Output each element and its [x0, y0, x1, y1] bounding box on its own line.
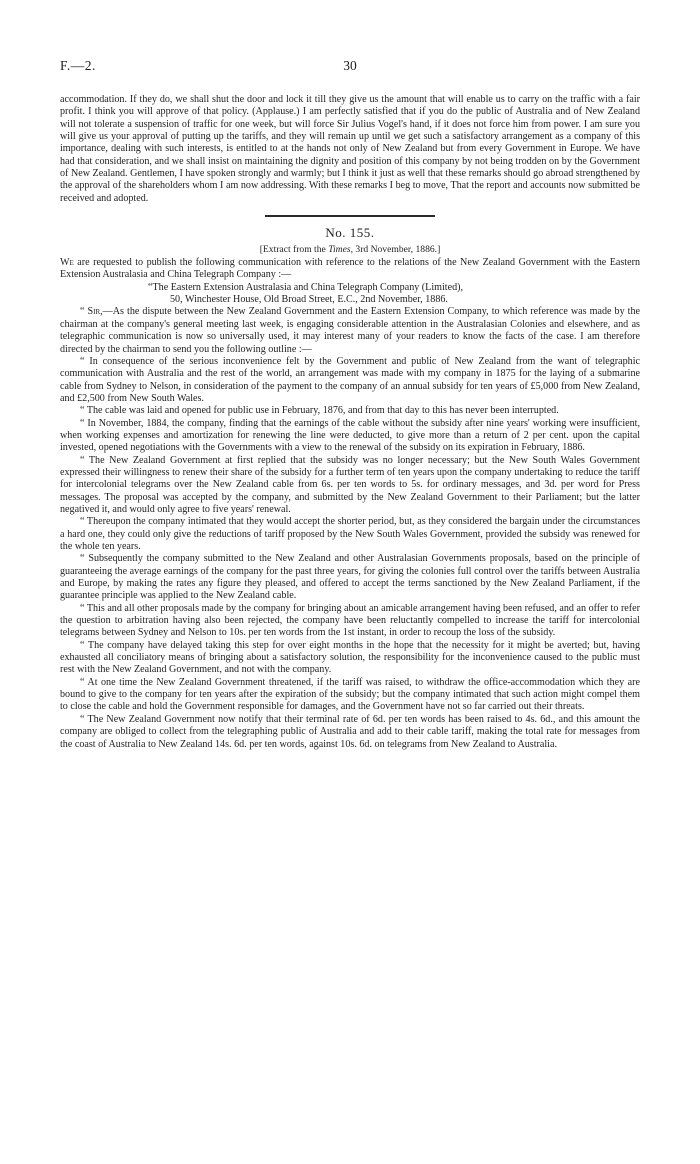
- extract-source: Times: [328, 244, 351, 256]
- letter-paragraph-2: “ The cable was laid and opened for public use in February, 1876, and from that day to this has never been interrupted.: [80, 405, 559, 417]
- letter-paragraph-4: “ The New Zealand Government at first replied that the subsidy was no longer necessary; but the New South Wales Government expressed their willingness to renew their share of the subsidy for a further term of ten years upon the company undertaking to reduce the tariff for intercolonial telegrams over the New Zealand cable from 6s. per ten words to 5s. for ordinary messages, and 3d. per word for Press messages. The proposal was accepted by the company, and submitted by the New Zealand Government to their Parliament; but the latter negatived it, and would only agree to five years' renewal.: [60, 454, 640, 515]
- page-header: [60, 58, 640, 78]
- letter-paragraph-10: “ The New Zealand Government now notify that their terminal rate of 6d. per ten words has been raised to 4s. 6d., and this amount the company are obliged to collect from the telegraphing public of Australia and add to their cable tariff, making the total rate for messages from the coast of Australia to New Zealand 14s. 6d. per ten words, against 10s. 6d. on telegrams from New Zealand to Australia.: [60, 713, 640, 750]
- letter-paragraph-3: “ In November, 1884, the company, finding that the earnings of the cable without the subsidy after nine years' working were insufficient, when working expenses and amortization for renewing the line were deducted, to give more than a return of 2 per cent. upon the capital invested, opened negotiations with the Governments with a view to the renewal of the subsidy on its expiration in February, 1886.: [60, 417, 640, 454]
- letter-paragraph-7: “ This and all other proposals made by the company for bringing about an amicable arrangement having been refused, and an offer to refer the question to arbitration having also been rejected, the company have been reluctantly compelled to increase the tariff for intercolonial telegrams between Sydney and Nelson to 10s. per ten words from the 1st instant, in order to recoup the loss of the subsidy.: [60, 602, 640, 639]
- section-divider: [265, 215, 435, 217]
- salutation: “ Sir,: [80, 306, 103, 318]
- document-page: [60, 58, 640, 751]
- letter-paragraph-8: “ The company have delayed taking this step for over eight months in the hope that the necessity for it might be averted; but, having exhausted all conciliatory means of bringing about a satisfactory solution, the responsibility for the inconvenience caused to the public must rest with the New Zealand Government, and not with the company.: [60, 639, 640, 676]
- document-number: No. 155.: [325, 225, 375, 241]
- intro-paragraph: We are requested to publish the following communication with reference to the relations of the New Zealand Government with the Eastern Extension Australasia and China Telegraph Company :—: [60, 257, 640, 281]
- letter-salutation-paragraph: “ Sir,—As the dispute between the New Zealand Government and the Eastern Extension Company, to which reference was made by the chairman at the company's general meeting last week, is engaging considerable attention in the Australasian Colonies and elsewhere, and as telegraphic communication is now so universally used, it may interest many of your readers to know the facts of the case. I am therefore directed by the chairman to send you the following outline :—: [60, 306, 641, 355]
- letter-address-line-2: 50, Winchester House, Old Broad Street, E.C., 2nd November, 1886.: [170, 294, 448, 306]
- letter-paragraph-6: “ Subsequently the company submitted to the New Zealand and other Australasian Governments proposals, based on the principle of guaranteeing the average earnings of the company for the past three years, for giving the colonies full control over the tariffs between Australia and Europe, by making the rates any figure they pleased, and offered to accept the terms sanctioned by the New Zealand Parliament, if the guarantee principle was applied to the New Zealand cable.: [60, 553, 640, 602]
- document-reference: F.—2.: [60, 58, 96, 73]
- page-number: 30: [343, 58, 357, 73]
- letter-paragraph-9: “ At one time the New Zealand Government threatened, if the tariff was raised, to withdraw the office-accommodation which they are bound to give to the company for ten years after the expiration of the subsidy; but the company intimated that such action might compel them to close the cable and hold the Government responsible for damages, and the Government have not so far carried out their threats.: [60, 676, 640, 713]
- letter-paragraph-1: “ In consequence of the serious inconvenience felt by the Government and public of New Zealand from the want of telegraphic communication with Australia and the rest of the world, an arrangement was made with my company in 1875 for the laying of a submarine cable from Sydney to Nelson, in consideration of the payment to the company of an annual subsidy for ten years of £5,000 from New Zealand, and £2,500 from New South Wales.: [60, 355, 640, 404]
- letter-paragraph-5: “ Thereupon the company intimated that they would accept the shorter period, but, as they considered the bargain under the circumstances a hard one, they could only give the reductions of tariff proposed by the New South Wales Government, provided the subsidy was renewed for the whole ten years.: [60, 516, 640, 552]
- extract-citation: [Extract from the Times, 3rd November, 1886.]: [259, 244, 441, 256]
- intro-lead: We: [60, 257, 74, 269]
- speech-continuation: accommodation. If they do, we shall shut the door and lock it till they give us the amount that will enable us to carry on the traffic with a fair profit. I think you will approve of that policy. (Applause.) I am perfectly satisfied that if you do the public of Australia and of New Zealand will not tolerate a suspension of traffic for one week, but will force Sir Julius Vogel's hand, if it does not force him from power. I am sure you will give us your approval of putting up the tariffs, and they will remain up until we get such a satisfactory arrangement as a company of this importance, dealing with such interests, is entitled to at the hands not only of New Zealand but from every Government in Europe. We have had that consideration, and we shall insist on maintaining the dignity and position of this company by not being trodden on by the Government of New Zealand. Gentlemen, I have spoken strongly and warmly; but I think it just as well that these remarks should go abroad strengthened by the approval of the shareholders whom I am now addressing. With these remarks I beg to move, That the report and accounts now submitted be received and adopted.: [60, 94, 640, 204]
- letter-address-line-1: “The Eastern Extension Australasia and China Telegraph Company (Limited),: [148, 281, 464, 293]
